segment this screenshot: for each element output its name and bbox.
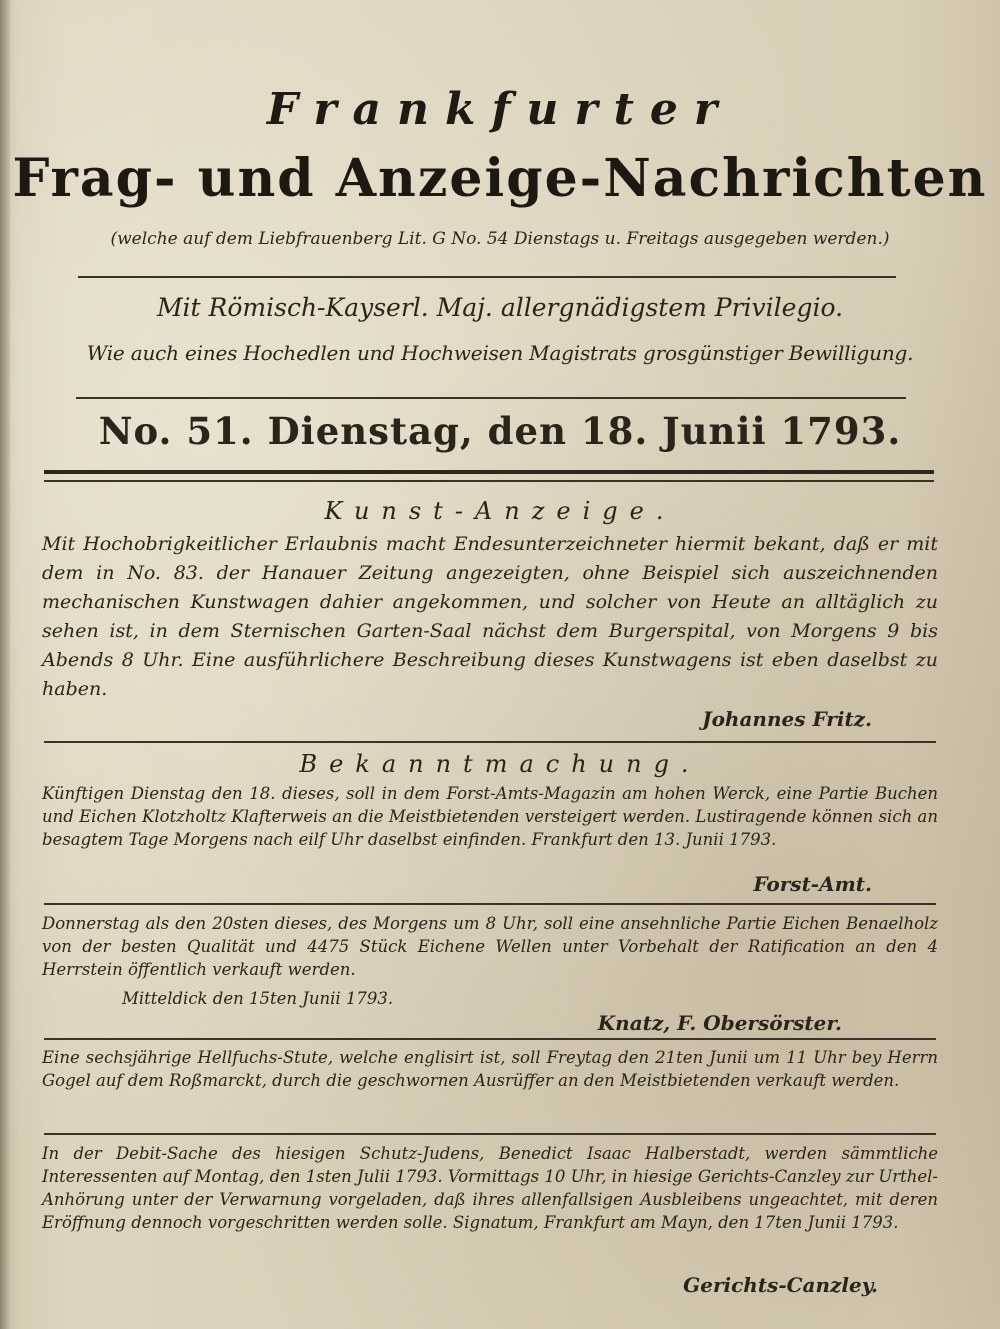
notice-title: Kunst-Anzeige. (324, 497, 676, 525)
notice-title: Bekanntmachung. (299, 750, 701, 778)
privilege-line: Mit Römisch-Kayserl. Maj. allergnädigstem Privilegio. (156, 293, 844, 322)
notice-dateline: Mitteldick den 15ten Junii 1793. (122, 989, 394, 1008)
divider (44, 1038, 936, 1040)
notice-signature: Johannes Fritz. (702, 707, 872, 731)
notice-signature: Gerichts-Canzley. (683, 1273, 878, 1297)
notice-text: In der Debit-Sache des hiesigen Schutz-Judens, Benedict Isaac Halberstadt, werden sämmtliche Interessenten auf Montag, den 1sten Julii 1793. Vormittags 10 Uhr, in hiesige Gerichts-Canzley zur Urthel-Anhörung unter der Verwarnung vorgeladen, daß ihres allenfallsigen Ausbleibens ungeachtet, mit deren Eröffnung dennoch vorgeschritten werden solle. Signatum, Frankfurt am Mayn, den 17ten Junii 1793. (42, 1144, 938, 1232)
notice-text: Künftigen Dienstag den 18. dieses, soll in dem Forst-Amts-Magazin am hohen Werck, eine Partie Buchen und Eichen Klotzholtz Klafterweis an die Meistbietenden versteigert werden. Lustiragende können sich an besagtem Tage Morgens nach eilf Uhr daselbst einfinden. Frankfurt den 13. Junii 1793. (42, 784, 938, 849)
divider (44, 480, 934, 482)
divider (78, 276, 896, 278)
issue-line: No. 51. Dienstag, den 18. Junii 1793. (98, 409, 902, 453)
notice-text: Donnerstag als den 20sten dieses, des Morgens um 8 Uhr, soll eine ansehnliche Partie Eichen Benaelholz von der besten Qualität und 4475 Stück Eichene Wellen unter Vorbehalt der Ratification an den 4 Herrstein öffentlich verkauft werden. (42, 914, 938, 979)
divider (44, 1133, 936, 1135)
divider (44, 903, 936, 905)
masthead-subtitle: (welche auf dem Liebfrauenberg Lit. G No. 54 Dienstags u. Freitags ausgegeben werden.) (110, 229, 890, 249)
masthead-title-line2: Frag- und Anzeige-Nachrichten (12, 148, 988, 209)
divider-thick (44, 470, 934, 474)
notice-text: Mit Hochobrigkeitlicher Erlaubnis macht Endesunterzeichneter hiermit bekant, daß er mit dem in No. 83. der Hanauer Zeitung angezeigten, ohne Beispiel sich auszeichnenden mechanischen Kunstwagen dahier angekommen, und solcher von Heute an alltäglich zu sehen ist, in dem Sternischen Garten-Saal nächst dem Burgerspital, von Morgens 9 bis Abends 8 Uhr. Eine ausführlichere Beschreibung dieses Kunstwagens ist eben daselbst zu haben. (42, 533, 938, 700)
notice-text: Eine sechsjährige Hellfuchs-Stute, welche englisirt ist, soll Freytag den 21ten Junii um 11 Uhr bey Herrn Gogel auf dem Roßmarckt, durch die geschwornen Ausrüffer an den Meistbietenden verkauft werden. (42, 1048, 938, 1090)
notice-signature: Forst-Amt. (753, 872, 872, 896)
magistrate-line: Wie auch eines Hochedlen und Hochweisen Magistrats grosgünstiger Bewilligung. (86, 341, 914, 365)
divider (44, 741, 936, 743)
notice-signature: Knatz, F. Obersörster. (597, 1011, 842, 1035)
masthead-title-line1: Frankfurter (266, 84, 734, 135)
divider (76, 397, 906, 399)
